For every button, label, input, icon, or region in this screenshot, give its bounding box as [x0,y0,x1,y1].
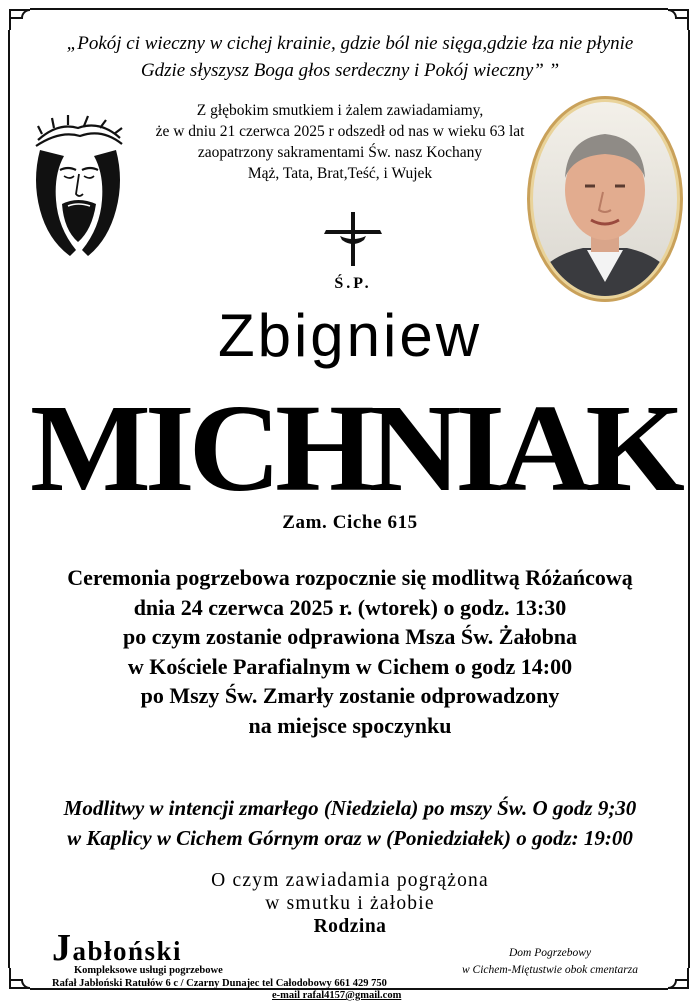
notice-line-1: Z głębokim smutkiem i żalem zawiadamiamy, [196,102,484,119]
closing-family: Rodzina [313,916,387,937]
brand-name: abłoński [72,936,183,966]
cross-icon [318,210,388,268]
ceremony-details [30,563,670,740]
ceremony-line: dnia 24 czerwca 2025 r. (wtorek) o godz. 13:30 [133,594,567,620]
ceremony-line: Ceremonia pogrzebowa rozpocznie się modlitwą Różańcową [67,565,633,590]
ceremony-line: na miejsce spoczynku [248,712,452,738]
prayer-line: w Kaplicy w Cichem Górnym oraz w (Poniedziałek) o godz: 19:00 [67,826,633,850]
notice-line-2: że w dniu 21 czerwca 2025 r odszedł od nas w wieku 63 lat [155,123,525,140]
funeral-home-brand [52,927,432,1002]
prayer-details [20,793,680,853]
funeral-home-location-line-1: Dom Pogrzebowy [508,947,592,959]
funeral-home-logo [52,927,432,969]
ceremony-line: po czym zostanie odprawiona Msza Św. Żałobna [122,624,578,649]
funeral-home-location-line-2: w Cichem-Miętustwie obok cmentarza [462,964,638,976]
closing-text [100,869,600,938]
closing-line-1: O czym zawiadamia pogrążona [211,870,489,891]
ceremony-line: po Mszy Św. Zmarły zostanie odprowadzony [140,683,560,708]
motto-line-1: „Pokój ci wieczny w cichej krainie, gdzie ból nie sięga,gdzie łza nie płynie [66,33,634,54]
cross-caption: Ś.P. [334,275,372,292]
closing-line-2: w smutku i żałobie [265,893,435,914]
deceased-surname: MICHNIAK [30,378,679,518]
funeral-home-address: Rafał Jabłoński Ratułów 6 c / Czarny Dunajec tel Całodobowy 661 429 750 [52,978,387,989]
portrait-photo [525,94,685,304]
deceased-address: Zam. Ciche 615 [282,512,418,533]
ceremony-line: w Kościele Parafialnym w Cichem o godz 14:00 [127,653,573,679]
corner-ornament-icon [666,8,690,32]
corner-ornament-icon [8,966,32,990]
motto-line-2: Gdzie słyszysz Boga głos serdeczny i Pokój wieczny” ” [140,60,560,81]
jesus-crown-of-thorns-icon [18,100,138,260]
prayer-line: Modlitwy w intencji zmarłego (Niedziela) po mszy Św. O godz 9;30 [63,796,637,820]
portrait-photo-image [525,94,685,304]
notice-line-4: Mąż, Tata, Brat,Teść, i Wujek [247,165,433,182]
notice-line-3: zaopatrzony sakramentami Św. nasz Kochany [197,144,483,161]
funeral-home-tagline: Kompleksowe usługi pogrzebowe [74,965,223,976]
deceased-first-name: Zbigniew [217,302,483,369]
cross-block [318,210,388,290]
death-notice-text [140,100,540,184]
brand-initial: J [52,927,73,969]
funeral-home-location [420,945,680,979]
motto [40,30,660,84]
funeral-home-email[interactable]: e-mail rafal4157@gmail.com [272,990,402,1001]
corner-ornament-icon [8,8,32,32]
